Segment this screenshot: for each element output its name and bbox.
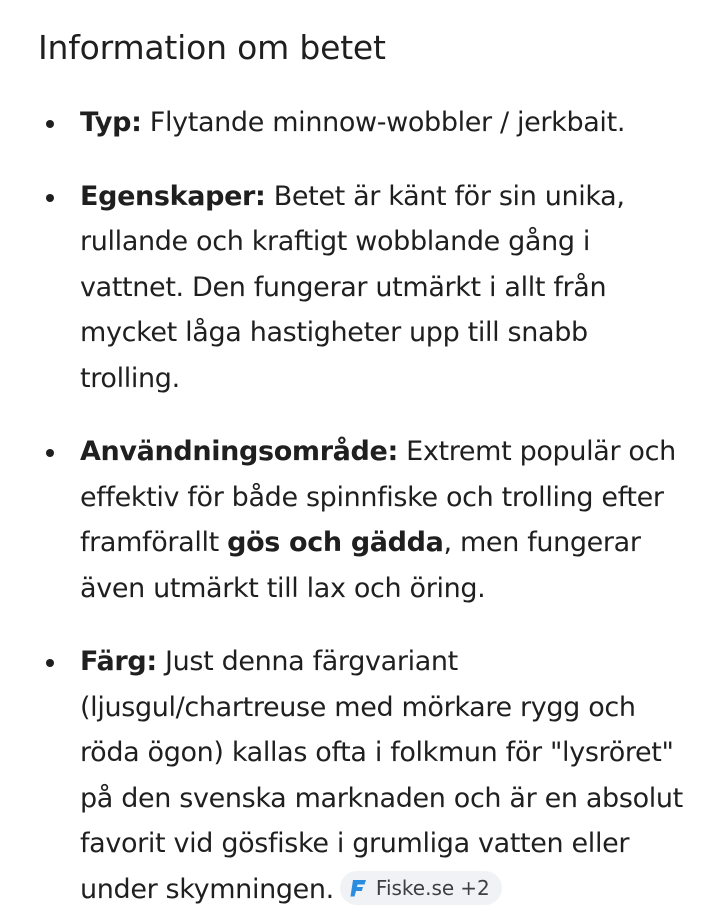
item-label: Egenskaper: <box>80 180 266 212</box>
item-text: Just denna färgvariant (ljusgul/chartreuse med mörkare rygg och röda ögon) kallas ofta i folkmun för "lysröret" på den svenska marknaden och är en absolut favorit vid gösfiske i grumliga vatten eller under skymningen. <box>80 646 683 905</box>
fiske-se-logo-icon <box>348 877 370 899</box>
item-emphasis: gös och gädda <box>227 527 444 558</box>
item-text: Betet är känt för sin unika, rullande och kraftigt wobblande gång i vattnet. Den fungerar utmärkt i allt från mycket låga hastigheter upp till snabb trolling. <box>80 180 625 394</box>
section-heading: Information om betet <box>38 28 386 67</box>
item-label: Färg: <box>80 646 157 677</box>
source-extra-count: +2 <box>460 876 490 900</box>
list-item-egenskaper <box>38 174 687 402</box>
list-item-typ <box>38 100 687 146</box>
item-text: Extremt populär och effektiv för både spinnfiske och trolling efter framförallt <box>80 436 676 558</box>
item-label: Användningsområde: <box>80 436 398 467</box>
item-text: , men fungerar även utmärkt till lax och öring. <box>80 527 641 604</box>
item-text: Flytande minnow-wobbler / jerkbait. <box>141 107 626 138</box>
list-item-anvandningsomrade <box>38 429 687 611</box>
source-label: Fiske.se <box>375 876 455 900</box>
info-list <box>38 100 687 912</box>
item-label: Typ: <box>80 107 142 138</box>
list-item-farg <box>38 639 687 912</box>
